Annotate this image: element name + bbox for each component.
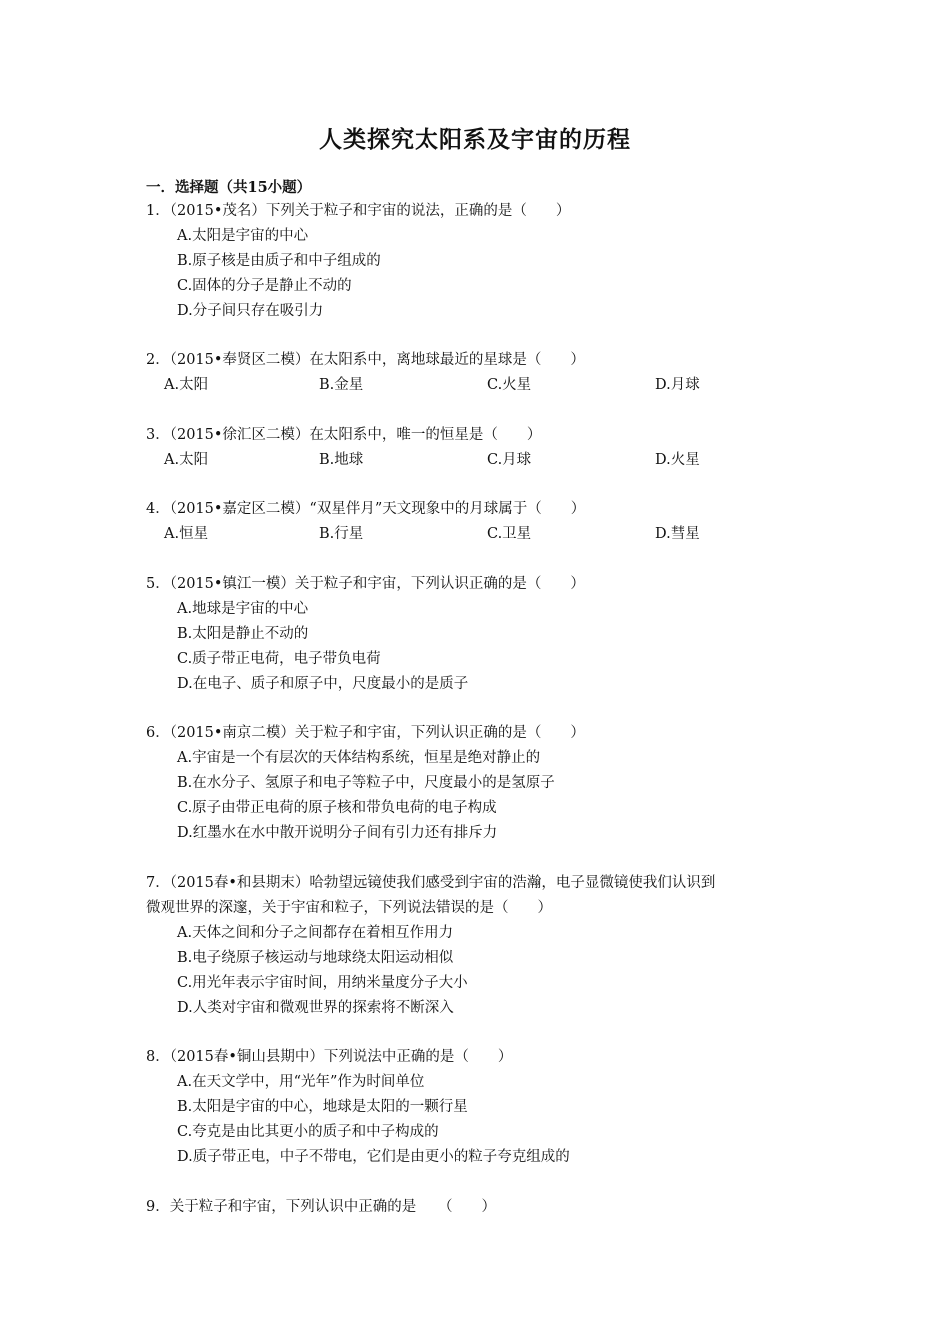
question-5-stem: 5．（2015•镇江一模）关于粒子和宇宙，下列认识正确的是（ ） [146,576,585,592]
question-6-option-b: B.在水分子、氢原子和电子等粒子中，尺度最小的是氢原子 [177,775,555,791]
question-8-stem: 8．（2015春•铜山县期中）下列说法中正确的是（ ） [146,1049,513,1065]
question-5-option-c: C.质子带正电荷，电子带负电荷 [177,651,381,667]
question-4-option-b: B.行星 [319,526,364,542]
question-6-option-a: A.宇宙是一个有层次的天体结构系统，恒星是绝对静止的 [177,750,541,766]
question-2-option-a: A.太阳 [164,377,209,393]
question-6-option-c: C.原子由带正电荷的原子核和带负电荷的电子构成 [177,800,497,816]
question-6-stem: 6．（2015•南京二模）关于粒子和宇宙，下列认识正确的是（ ） [146,725,585,741]
question-1-option-d: D.分子间只存在吸引力 [177,303,324,319]
question-8-option-c: C.夸克是由比其更小的质子和中子构成的 [177,1124,439,1140]
document-title: 人类探究太阳系及宇宙的历程 [319,126,631,153]
question-1-option-a: A.太阳是宇宙的中心 [177,228,309,244]
question-8-option-d: D.质子带正电，中子不带电，它们是由更小的粒子夸克组成的 [177,1149,570,1165]
question-7-option-b: B.电子绕原子核运动与地球绕太阳运动相似 [177,950,454,966]
question-7-option-a: A.天体之间和分子之间都存在着相互作用力 [177,925,454,941]
section-heading: 一．选择题（共15小题） [146,179,312,196]
question-9-stem: 9．关于粒子和宇宙，下列认识中正确的是 （ ） [146,1199,496,1215]
question-8-option-b: B.太阳是宇宙的中心，地球是太阳的一颗行星 [177,1099,468,1115]
question-4-option-a: A.恒星 [164,526,209,542]
question-2-stem: 2．（2015•奉贤区二模）在太阳系中，离地球最近的星球是（ ） [146,352,585,368]
question-4-stem: 4．（2015•嘉定区二模）“双星伴月”天文现象中的月球属于（ ） [146,501,586,517]
question-7-option-d: D.人类对宇宙和微观世界的探索将不断深入 [177,1000,454,1016]
question-4-option-d: D.彗星 [655,526,700,542]
question-3-option-d: D.火星 [655,452,700,468]
question-4-option-c: C.卫星 [487,526,532,542]
question-7-stem-continued: 微观世界的深邃，关于宇宙和粒子，下列说法错误的是（ ） [146,900,552,916]
question-1-option-c: C.固体的分子是静止不动的 [177,278,352,294]
question-1-stem: 1．（2015•茂名）下列关于粒子和宇宙的说法，正确的是（ ） [146,203,571,219]
question-2-option-d: D.月球 [655,377,700,393]
question-3-option-a: A.太阳 [164,452,209,468]
question-3-option-c: C.月球 [487,452,532,468]
question-3-option-b: B.地球 [319,452,364,468]
question-7-option-c: C.用光年表示宇宙时间，用纳米量度分子大小 [177,975,468,991]
question-3-stem: 3．（2015•徐汇区二模）在太阳系中，唯一的恒星是（ ） [146,427,542,443]
question-5-option-a: A.地球是宇宙的中心 [177,601,309,617]
question-8-option-a: A.在天文学中，用“光年”作为时间单位 [177,1074,425,1090]
question-1-option-b: B.原子核是由质子和中子组成的 [177,253,381,269]
question-5-option-d: D.在电子、质子和原子中，尺度最小的是质子 [177,676,469,692]
question-7-stem: 7．（2015春•和县期末）哈勃望远镜使我们感受到宇宙的浩瀚，电子显微镜使我们认识到 [146,875,716,891]
question-2-option-b: B.金星 [319,377,364,393]
question-6-option-d: D.红墨水在水中散开说明分子间有引力还有排斥力 [177,825,498,841]
question-2-option-c: C.火星 [487,377,532,393]
question-5-option-b: B.太阳是静止不动的 [177,626,309,642]
